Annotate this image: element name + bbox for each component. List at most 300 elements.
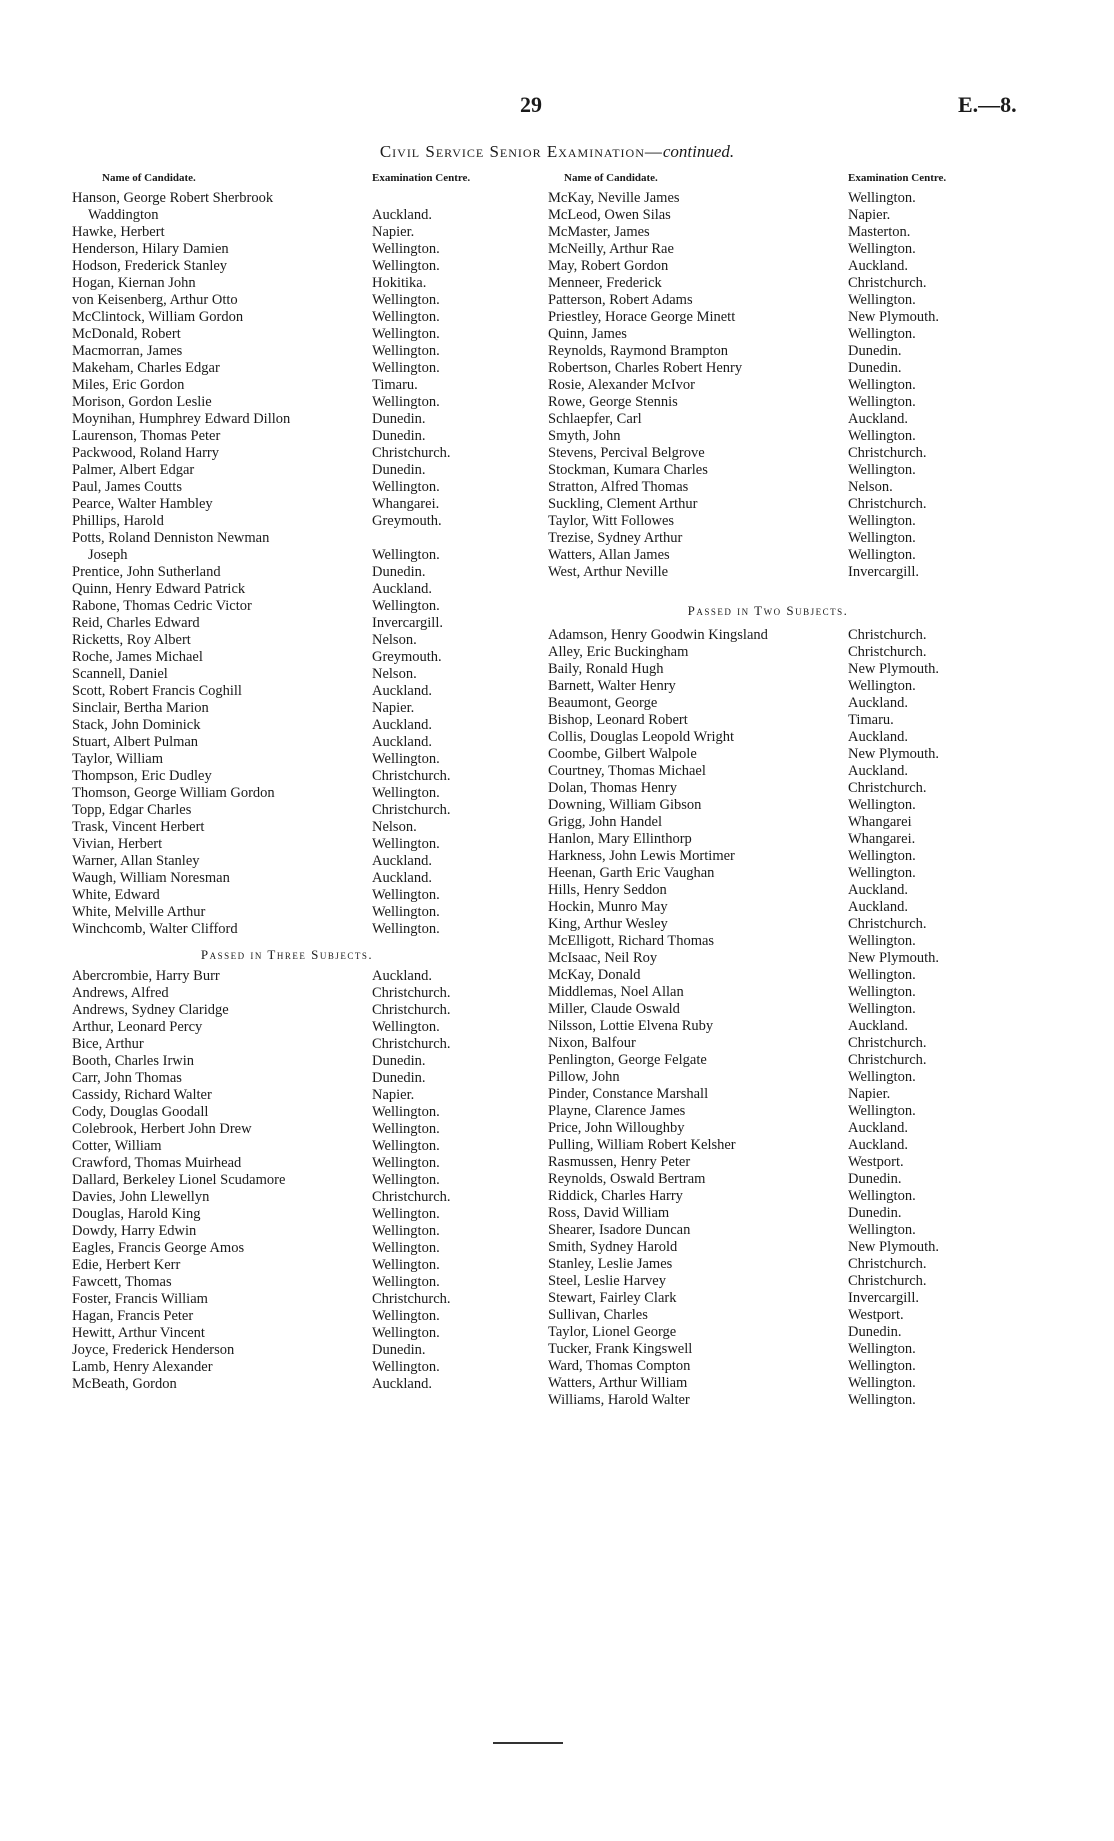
column-header: [72, 172, 502, 190]
examination-centre: Wellington.: [372, 836, 440, 852]
list-item: [72, 1104, 502, 1121]
list-item: [548, 1154, 988, 1171]
list-item: [72, 1172, 502, 1189]
examination-centre: Nelson.: [372, 819, 417, 835]
candidate-name: Rabone, Thomas Cedric Victor: [72, 598, 252, 614]
examination-centre: Auckland.: [372, 581, 432, 597]
list-item: [548, 1205, 988, 1222]
examination-centre: Hokitika.: [372, 275, 427, 291]
examination-centre: Auckland.: [848, 899, 908, 915]
candidate-name: Davies, John Llewellyn: [72, 1189, 210, 1205]
candidate-name: Pillow, John: [548, 1069, 620, 1085]
list-item: [72, 904, 502, 921]
right-column: [548, 172, 988, 1409]
list-item: [72, 683, 502, 700]
candidate-name: Menneer, Frederick: [548, 275, 662, 291]
examination-centre: Christchurch.: [372, 1291, 451, 1307]
examination-centre: Wellington.: [372, 394, 440, 410]
examination-centre: New Plymouth.: [848, 661, 940, 677]
list-item: [548, 967, 988, 984]
examination-centre: Christchurch.: [848, 1256, 927, 1272]
candidate-name: Fawcett, Thomas: [72, 1274, 172, 1290]
candidate-name: Makeham, Charles Edgar: [72, 360, 220, 376]
candidate-name: Sinclair, Bertha Marion: [72, 700, 209, 716]
list-item: [548, 661, 988, 678]
examination-centre: Wellington.: [372, 1155, 440, 1171]
candidate-name: Hodson, Frederick Stanley: [72, 258, 228, 274]
examination-centre: Dunedin.: [372, 1342, 426, 1358]
list-item: [72, 462, 502, 479]
candidate-name: Smyth, John: [548, 428, 621, 444]
examination-centre: Wellington.: [372, 921, 440, 937]
examination-centre: Dunedin.: [372, 564, 426, 580]
list-item: [72, 1002, 502, 1019]
list-item: [72, 224, 502, 241]
examination-centre: Nelson.: [372, 666, 417, 682]
examination-centre: Wellington.: [372, 1274, 440, 1290]
candidate-name: Cody, Douglas Goodall: [72, 1104, 209, 1120]
list-item: [548, 831, 988, 848]
candidate-name: Grigg, John Handel: [548, 814, 662, 830]
candidate-name: McIsaac, Neil Roy: [548, 950, 658, 966]
list-item: [72, 411, 502, 428]
candidate-name: Abercrombie, Harry Burr: [72, 968, 220, 984]
examination-centre: Wellington.: [372, 479, 440, 495]
candidate-name: Roche, James Michael: [72, 649, 203, 665]
list-item: [548, 1375, 988, 1392]
list-item: [72, 1359, 502, 1376]
examination-centre: Greymouth.: [372, 513, 442, 529]
examination-centre: Masterton.: [848, 224, 911, 240]
column-header: [548, 172, 988, 190]
list-item: [72, 496, 502, 513]
candidate-name: Taylor, Witt Followes: [548, 513, 675, 529]
examination-centre: Dunedin.: [848, 1205, 902, 1221]
list-item: [548, 326, 988, 343]
name-header: Name of Candidate.: [564, 172, 658, 184]
list-item: [72, 968, 502, 985]
list-item: [548, 1392, 988, 1409]
list-item: [548, 916, 988, 933]
examination-centre: Wellington.: [848, 547, 916, 563]
list-item: [548, 1018, 988, 1035]
examination-centre: Wellington.: [848, 513, 916, 529]
candidate-name: Quinn, Henry Edward Patrick: [72, 581, 246, 597]
list-item: [548, 190, 988, 207]
examination-centre: Invercargill.: [372, 615, 443, 631]
list-item: [72, 1087, 502, 1104]
candidate-name: Eagles, Francis George Amos: [72, 1240, 245, 1256]
list-item: [548, 1069, 988, 1086]
candidate-name: Watters, Arthur William: [548, 1375, 688, 1391]
list-item: [548, 797, 988, 814]
examination-centre: Wellington.: [372, 1240, 440, 1256]
candidate-name: Ross, David William: [548, 1205, 670, 1221]
examination-centre: Wellington.: [372, 343, 440, 359]
candidate-name: McDonald, Robert: [72, 326, 181, 342]
candidate-name: Henderson, Hilary Damien: [72, 241, 229, 257]
examination-centre: Wellington.: [848, 1358, 916, 1374]
examination-centre: Wellington.: [372, 785, 440, 801]
candidate-name: Beaumont, George: [548, 695, 658, 711]
candidate-name: Vivian, Herbert: [72, 836, 163, 852]
list-item: [72, 1121, 502, 1138]
list-item: [548, 695, 988, 712]
examination-centre: Christchurch.: [848, 916, 927, 932]
list-item: [72, 326, 502, 343]
candidate-name: Pearce, Walter Hambley: [72, 496, 213, 512]
list-item: [548, 496, 988, 513]
candidate-name: Priestley, Horace George Minett: [548, 309, 736, 325]
candidate-name: Hills, Henry Seddon: [548, 882, 667, 898]
list-item: [72, 1308, 502, 1325]
candidate-name: Barnett, Walter Henry: [548, 678, 676, 694]
list-item: [548, 712, 988, 729]
candidate-name: Hanlon, Mary Ellinthorp: [548, 831, 692, 847]
examination-centre: Christchurch.: [372, 768, 451, 784]
candidate-name: Adamson, Henry Goodwin Kingsland: [548, 627, 768, 643]
report-code: E.—8.: [958, 92, 1017, 117]
footer-rule: [493, 1742, 563, 1744]
candidate-name: Pinder, Constance Marshall: [548, 1086, 709, 1102]
examination-centre: Wellington.: [848, 1069, 916, 1085]
examination-centre: New Plymouth.: [848, 1239, 940, 1255]
examination-centre: Christchurch.: [372, 1189, 451, 1205]
list-item: [72, 1138, 502, 1155]
list-item: [72, 1036, 502, 1053]
list-item: [548, 241, 988, 258]
examination-centre: Wellington.: [848, 1222, 916, 1238]
candidate-name: Winchcomb, Walter Clifford: [72, 921, 238, 937]
examination-centre: Auckland.: [848, 1018, 908, 1034]
candidate-name: Crawford, Thomas Muirhead: [72, 1155, 242, 1171]
examination-centre: Auckland.: [848, 1137, 908, 1153]
list-item: [72, 751, 502, 768]
examination-centre: Wellington.: [848, 1392, 916, 1408]
examination-centre: Wellington.: [848, 1375, 916, 1391]
candidate-name: Hagan, Francis Peter: [72, 1308, 194, 1324]
centre-header: Examination Centre.: [848, 172, 947, 184]
candidate-name: Scannell, Daniel: [72, 666, 168, 682]
examination-centre: Auckland.: [372, 870, 432, 886]
examination-centre: Wellington.: [372, 1104, 440, 1120]
candidate-name: Dowdy, Harry Edwin: [72, 1223, 197, 1239]
list-item: [72, 1223, 502, 1240]
examination-centre: Auckland.: [372, 853, 432, 869]
list-item: [72, 870, 502, 887]
examination-centre: Whangarei.: [372, 496, 440, 512]
examination-centre: Wellington.: [372, 241, 440, 257]
list-item: [72, 258, 502, 275]
list-item: [72, 513, 502, 530]
examination-centre: Christchurch.: [372, 1002, 451, 1018]
title-text: Civil Service Senior Examination—: [379, 142, 663, 161]
list-item: [72, 615, 502, 632]
candidate-name: McMaster, James: [548, 224, 650, 240]
candidate-name: Middlemas, Noel Allan: [548, 984, 684, 1000]
candidate-name: Cassidy, Richard Walter: [72, 1087, 212, 1103]
list-item: [72, 632, 502, 649]
examination-centre: New Plymouth.: [848, 746, 940, 762]
candidate-name: Potts, Roland Denniston Newman: [72, 530, 270, 546]
section-heading-three-subjects: Passed in Three Subjects.: [200, 947, 374, 962]
examination-centre: Christchurch.: [372, 802, 451, 818]
examination-centre: Auckland.: [848, 729, 908, 745]
examination-centre: Wellington.: [848, 678, 916, 694]
candidate-name: Miller, Claude Oswald: [548, 1001, 680, 1017]
list-item: [72, 1019, 502, 1036]
list-item: [72, 360, 502, 377]
list-item: [548, 411, 988, 428]
examination-centre: Invercargill.: [848, 1290, 919, 1306]
list-item: [72, 734, 502, 751]
list-item: [548, 814, 988, 831]
examination-centre: Wellington.: [848, 1103, 916, 1119]
candidate-name: Dolan, Thomas Henry: [548, 780, 677, 796]
candidate-name: Stratton, Alfred Thomas: [548, 479, 689, 495]
candidate-name: Laurenson, Thomas Peter: [72, 428, 221, 444]
candidate-name: Pulling, William Robert Kelsher: [548, 1137, 736, 1153]
examination-centre: Wellington.: [848, 377, 916, 393]
candidate-name: Patterson, Robert Adams: [548, 292, 693, 308]
examination-centre: New Plymouth.: [848, 309, 940, 325]
examination-centre: Wellington.: [848, 967, 916, 983]
candidate-name: Douglas, Harold King: [72, 1206, 201, 1222]
list-item: [548, 933, 988, 950]
candidate-name: Shearer, Isadore Duncan: [548, 1222, 691, 1238]
list-item: [72, 1291, 502, 1308]
candidate-name: McLeod, Owen Silas: [548, 207, 671, 223]
right-senior-list: [548, 190, 988, 581]
examination-centre: Wellington.: [372, 1223, 440, 1239]
list-item: [548, 258, 988, 275]
examination-centre: Wellington.: [372, 1359, 440, 1375]
candidate-name: Arthur, Leonard Percy: [72, 1019, 203, 1035]
candidate-name: Courtney, Thomas Michael: [548, 763, 706, 779]
list-item: [548, 513, 988, 530]
examination-centre: Wellington.: [848, 933, 916, 949]
examination-centre: Christchurch.: [848, 275, 927, 291]
examination-centre: Wellington.: [848, 865, 916, 881]
list-item: [548, 780, 988, 797]
candidate-name: Lamb, Henry Alexander: [72, 1359, 213, 1375]
candidate-name: Williams, Harold Walter: [548, 1392, 690, 1408]
examination-centre: Christchurch.: [372, 985, 451, 1001]
list-item: [72, 985, 502, 1002]
examination-centre: Wellington.: [372, 1257, 440, 1273]
list-item: [548, 292, 988, 309]
examination-centre: Westport.: [848, 1307, 904, 1323]
list-item: [548, 627, 988, 644]
examination-centre: Wellington.: [848, 1341, 916, 1357]
page-number: 29: [520, 92, 542, 117]
list-item: [548, 343, 988, 360]
candidate-name: Andrews, Alfred: [72, 985, 169, 1001]
list-item: [548, 950, 988, 967]
candidate-name: Baily, Ronald Hugh: [548, 661, 664, 677]
candidate-name: Coombe, Gilbert Walpole: [548, 746, 697, 762]
list-item: [72, 428, 502, 445]
candidate-name: Hanson, George Robert Sherbrook: [72, 190, 274, 206]
candidate-name: Carr, John Thomas: [72, 1070, 182, 1086]
list-item: [548, 1341, 988, 1358]
candidate-name: von Keisenberg, Arthur Otto: [72, 292, 238, 308]
examination-centre: Wellington.: [372, 258, 440, 274]
list-item: [548, 394, 988, 411]
list-item: [72, 598, 502, 615]
examination-centre: Wellington.: [372, 904, 440, 920]
list-item: [72, 1240, 502, 1257]
examination-centre: Wellington.: [372, 598, 440, 614]
list-item: [72, 241, 502, 258]
candidate-name: Topp, Edgar Charles: [72, 802, 192, 818]
candidate-name: Price, John Willoughby: [548, 1120, 685, 1136]
examination-centre: Christchurch.: [848, 496, 927, 512]
list-item: [72, 547, 502, 564]
examination-centre: Wellington.: [372, 1019, 440, 1035]
title-continued: continued.: [662, 142, 735, 161]
left-three-list: [72, 968, 502, 1393]
list-item: [548, 1086, 988, 1103]
candidate-name: Downing, William Gibson: [548, 797, 702, 813]
examination-centre: Christchurch.: [848, 1052, 927, 1068]
candidate-name: McNeilly, Arthur Rae: [548, 241, 674, 257]
examination-centre: Auckland.: [848, 763, 908, 779]
list-item: [548, 1103, 988, 1120]
centre-header: Examination Centre.: [372, 172, 471, 184]
list-item: [72, 649, 502, 666]
page-title: [0, 142, 1114, 162]
candidate-name: Prentice, John Sutherland: [72, 564, 221, 580]
list-item: [548, 984, 988, 1001]
candidate-name: Smith, Sydney Harold: [548, 1239, 678, 1255]
candidate-name: Steel, Leslie Harvey: [548, 1273, 666, 1289]
examination-centre: Napier.: [848, 207, 891, 223]
list-item: [72, 530, 502, 547]
examination-centre: Dunedin.: [848, 1324, 902, 1340]
candidate-name: Riddick, Charles Harry: [548, 1188, 683, 1204]
candidate-name: Joyce, Frederick Henderson: [72, 1342, 235, 1358]
examination-centre: Timaru.: [372, 377, 418, 393]
candidate-name: Nilsson, Lottie Elvena Ruby: [548, 1018, 714, 1034]
list-item: [548, 882, 988, 899]
list-item: [548, 848, 988, 865]
list-item: [548, 377, 988, 394]
examination-centre: Whangarei: [848, 814, 912, 830]
candidate-name: Collis, Douglas Leopold Wright: [548, 729, 735, 745]
examination-centre: Wellington.: [848, 326, 916, 342]
list-item: [548, 1188, 988, 1205]
examination-centre: Auckland.: [372, 968, 432, 984]
candidate-name: Heenan, Garth Eric Vaughan: [548, 865, 715, 881]
list-item: [72, 768, 502, 785]
examination-centre: Nelson.: [372, 632, 417, 648]
list-item: [548, 547, 988, 564]
list-item: [72, 1155, 502, 1172]
list-item: [548, 1222, 988, 1239]
candidate-name: Penlington, George Felgate: [548, 1052, 707, 1068]
examination-centre: Wellington.: [848, 394, 916, 410]
list-item: [548, 530, 988, 547]
candidate-name: Edie, Herbert Kerr: [72, 1257, 181, 1273]
candidate-name: Harkness, John Lewis Mortimer: [548, 848, 735, 864]
examination-centre: Auckland.: [372, 207, 432, 223]
candidate-name: Thomson, George William Gordon: [72, 785, 275, 801]
candidate-name: Paul, James Coutts: [72, 479, 182, 495]
examination-centre: Wellington.: [372, 326, 440, 342]
list-item: [548, 224, 988, 241]
candidate-name: Palmer, Albert Edgar: [72, 462, 195, 478]
examination-centre: Wellington.: [372, 1325, 440, 1341]
candidate-name: Moynihan, Humphrey Edward Dillon: [72, 411, 291, 427]
examination-centre: Wellington.: [848, 797, 916, 813]
candidate-name: Alley, Eric Buckingham: [548, 644, 689, 660]
examination-centre: Auckland.: [848, 1120, 908, 1136]
candidate-name: Robertson, Charles Robert Henry: [548, 360, 743, 376]
examination-centre: Wellington.: [848, 292, 916, 308]
examination-centre: Wellington.: [372, 1172, 440, 1188]
candidate-name: Reynolds, Oswald Bertram: [548, 1171, 706, 1187]
candidate-name: Bice, Arthur: [72, 1036, 144, 1052]
candidate-name: Waugh, William Noresman: [72, 870, 230, 886]
list-item: [72, 700, 502, 717]
candidate-name: Stewart, Fairley Clark: [548, 1290, 677, 1306]
examination-centre: Wellington.: [372, 1206, 440, 1222]
examination-centre: Wellington.: [372, 547, 440, 563]
examination-centre: Christchurch.: [372, 1036, 451, 1052]
left-column: [72, 172, 502, 1393]
candidate-name: Warner, Allan Stanley: [72, 853, 200, 869]
examination-centre: Wellington.: [372, 1121, 440, 1137]
examination-centre: Dunedin.: [372, 411, 426, 427]
candidate-name: Sullivan, Charles: [548, 1307, 648, 1323]
candidate-name: Rosie, Alexander McIvor: [548, 377, 695, 393]
list-item: [548, 865, 988, 882]
list-item: [548, 428, 988, 445]
examination-centre: Christchurch.: [848, 780, 927, 796]
examination-centre: Wellington.: [848, 241, 916, 257]
examination-centre: Auckland.: [372, 717, 432, 733]
candidate-name: West, Arthur Neville: [548, 564, 669, 580]
candidate-name: Macmorran, James: [72, 343, 183, 359]
list-item: [72, 1274, 502, 1291]
examination-centre: Dunedin.: [848, 1171, 902, 1187]
list-item: [72, 190, 502, 207]
candidate-name: Stevens, Percival Belgrove: [548, 445, 705, 461]
examination-centre: Auckland.: [848, 258, 908, 274]
list-item: [72, 564, 502, 581]
list-item: [548, 1239, 988, 1256]
candidate-name: Packwood, Roland Harry: [72, 445, 219, 461]
list-item: [72, 666, 502, 683]
list-item: [72, 802, 502, 819]
examination-centre: Napier.: [372, 700, 415, 716]
right-two-list: [548, 627, 988, 1409]
list-item: [548, 1256, 988, 1273]
list-item: [72, 1206, 502, 1223]
list-item: [72, 785, 502, 802]
examination-centre: Napier.: [848, 1086, 891, 1102]
examination-centre: Christchurch.: [372, 445, 451, 461]
examination-centre: Dunedin.: [372, 462, 426, 478]
list-item: [548, 360, 988, 377]
candidate-name: Morison, Gordon Leslie: [72, 394, 212, 410]
list-item: [72, 479, 502, 496]
candidate-name: Phillips, Harold: [72, 513, 164, 529]
list-item: [72, 207, 502, 224]
list-item: [72, 309, 502, 326]
list-item: [548, 1052, 988, 1069]
